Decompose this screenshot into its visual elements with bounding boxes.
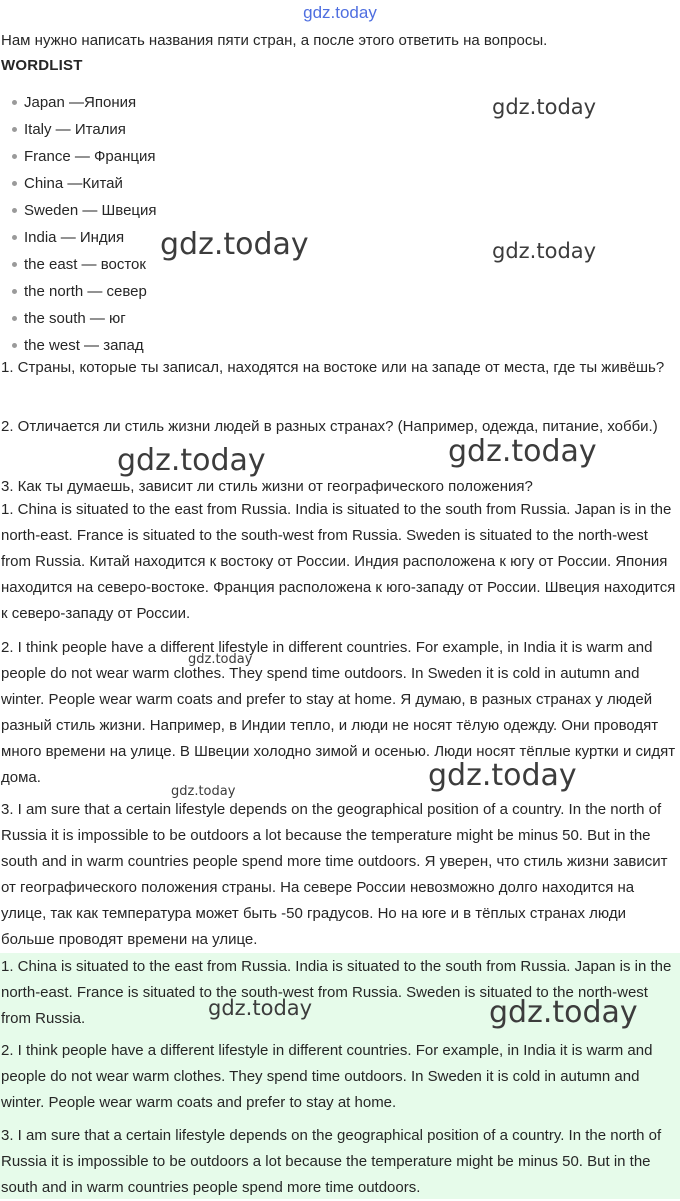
list-item: the north — север [0, 278, 157, 305]
answer-2-translated: 2. I think people have a different lifestyle in different countries. For example, in India it is warm and people do not wear warm clothes. They spend time outdoors. In Sweden it is cold in autumn and winter. People wear warm coats and prefer to stay at home. Я думаю, в разных странах у людей разный стиль жизни. Например, в Индии тепло, и люди не носят тёлую одежду. Они проводят много времени на улице. В Швеции холодно зимой и осенью. Люди носят тёплые куртки и сидят дома. [1, 639, 676, 786]
watermark: gdz.today [489, 995, 638, 1030]
list-item: the south — юг [0, 305, 157, 332]
answer-3-translated: 3. I am sure that a certain lifestyle depends on the geographical position of a country. In the north of Russia it is impossible to be outdoors a lot because the temperature might be minus 50. But in the south and in warm countries people spend more time outdoors. Я уверен, что стиль жизни зависит от географического положения страны. На севере России невозможно долго находится на улице, так как температура может быть -50 градусов. Но на юге и в тёплых странах люди больше проводят времени на улице. [1, 801, 668, 948]
bullet-icon [12, 208, 17, 213]
list-item: the east — восток [0, 251, 157, 278]
answer-3-english: 3. I am sure that a certain lifestyle depends on the geographical position of a country. In the north of Russia it is impossible to be outdoors a lot because the temperature might be minus 50. But in the south and in warm countries people spend more time outdoors. [1, 1127, 662, 1196]
watermark: gdz.today [448, 434, 597, 469]
bullet-icon [12, 235, 17, 240]
list-item: France — Франция [0, 143, 157, 170]
bullet-icon [12, 154, 17, 159]
bullet-icon [12, 262, 17, 267]
answer-1-translated: 1. China is situated to the east from Russia. India is situated to the south from Russia. Japan is in the north-east. France is situated to the south-west from Russia. Sweden is situated to the north-west from Russia. Китай находится к востоку от России. Индия расположена к югу от России. Япония находится на северо-востоке. Франция расположена к юго-западу от России. Швеция находится к северо-западу от России. [1, 501, 676, 622]
list-item: the west — запад [0, 332, 157, 359]
answer-2-english: 2. I think people have a different lifestyle in different countries. For example, in India it is warm and people do not wear warm clothes. They spend time outdoors. In Sweden it is cold in autumn and winter. People wear warm coats and prefer to stay at home. [1, 1042, 653, 1111]
bullet-icon [12, 127, 17, 132]
question-2: 2. Отличается ли стиль жизни людей в разных странах? (Например, одежда, питание, хобби.) [1, 418, 658, 435]
list-item: China —Китай [0, 170, 157, 197]
wordlist-title: WORDLIST [1, 57, 83, 74]
watermark: gdz.today [428, 758, 577, 793]
watermark: gdz.today [160, 227, 309, 262]
bullet-icon [12, 343, 17, 348]
watermark: gdz.today [171, 784, 236, 799]
site-header-logo[interactable]: gdz.today [303, 3, 377, 22]
bullet-icon [12, 289, 17, 294]
question-3: 3. Как ты думаешь, зависит ли стиль жизни от географического положения? [1, 478, 533, 495]
list-item: Sweden — Швеция [0, 197, 157, 224]
watermark: gdz.today [208, 996, 313, 1020]
list-item: Italy — Италия [0, 116, 157, 143]
question-1: 1. Страны, которые ты записал, находятся на востоке или на западе от места, где ты живёшь? [1, 359, 665, 376]
bullet-icon [12, 316, 17, 321]
watermark: gdz.today [188, 652, 253, 667]
bullet-icon [12, 100, 17, 105]
list-item: Japan —Япония [0, 89, 157, 116]
watermark: gdz.today [117, 443, 266, 478]
answer-1-english: 1. China is situated to the east from Russia. India is situated to the south from Russia. Japan is in the north-east. France is situated to the south-west from Russia. Sweden is situated to the north-west from Russia. [1, 958, 672, 1027]
watermark: gdz.today [492, 239, 597, 263]
bullet-icon [12, 181, 17, 186]
intro-text: Нам нужно написать названия пяти стран, а после этого ответить на вопросы. [1, 32, 548, 49]
wordlist [0, 89, 157, 359]
watermark: gdz.today [492, 95, 597, 119]
list-item: India — Индия [0, 224, 157, 251]
